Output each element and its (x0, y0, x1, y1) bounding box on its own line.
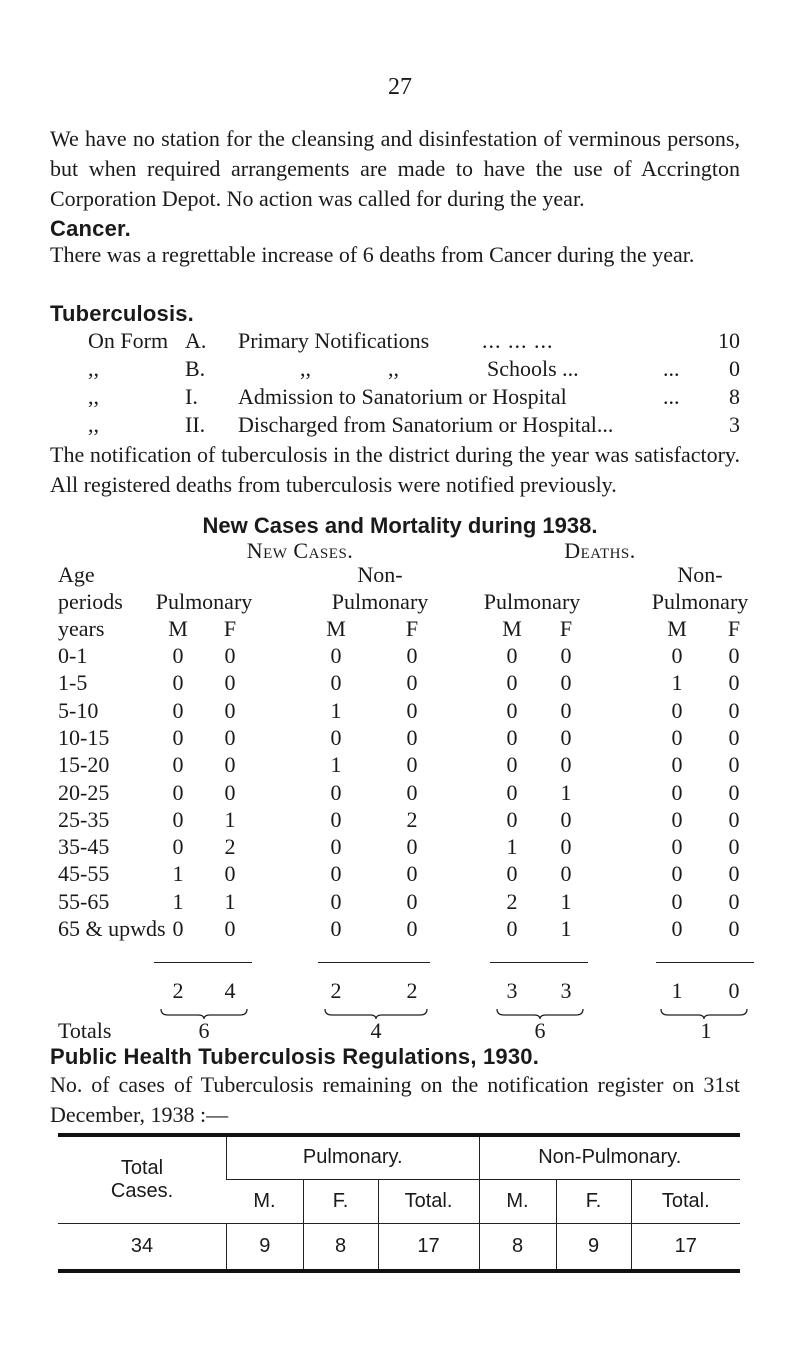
table-cell: 0 (506, 698, 518, 723)
table-cell: 0 (506, 670, 518, 695)
table-cell: 0 (172, 752, 184, 777)
form-row-a (0, 328, 800, 358)
pulmonary-header: Pulmonary. (227, 1135, 480, 1179)
form-description: Discharged from Sanatorium or Hospital... (238, 412, 614, 437)
table-cell: 0 (330, 643, 342, 668)
non-pulmonary-header: Non-Pulmonary. (479, 1135, 740, 1179)
table-cell: 0 (330, 807, 342, 832)
f-header: F (405, 616, 419, 641)
form-description: ,, ,, Schools ... (300, 356, 579, 381)
table-cell: 1 (506, 834, 518, 859)
group-total-non-pulmonary-new: 4 (370, 1018, 382, 1043)
regulations-text: No. of cases of Tuberculosis remaining on the notification register on 31st December, 1938 :— (50, 1072, 740, 1127)
form-count: 0 (729, 356, 740, 381)
form-label: ,, (88, 412, 99, 437)
group-total-pulmonary-deaths: 6 (534, 1018, 546, 1043)
table-cell: 0 (406, 752, 418, 777)
table-cell: 0 (560, 643, 572, 668)
total-rule (154, 962, 252, 963)
table-cell: 0 (172, 643, 184, 668)
table-cell: 0 (728, 670, 740, 695)
form-description: Primary Notifications (238, 328, 430, 353)
value-pulmonary-total: 17 (378, 1223, 479, 1271)
form-row-b (0, 356, 800, 386)
deaths-header: Deaths. (564, 538, 636, 563)
f-header: F (223, 616, 237, 641)
form-label: ,, (88, 356, 99, 381)
pulmonary-new-header: Pulmonary (155, 589, 253, 614)
value-non-pulmonary-m: 8 (479, 1223, 556, 1271)
column-total: 3 (506, 978, 518, 1003)
total-cases-header: Total Cases. (58, 1135, 227, 1223)
table-cell: 0 (560, 834, 572, 859)
intro-paragraph: We have no station for the cleansing and disinfestation of verminous persons, but when required arrangements are made to have the use of Accrington Corporation Depot. No action was called for during the year. (50, 126, 740, 211)
age-period: 55-65 (58, 889, 110, 914)
table-cell: 0 (506, 780, 518, 805)
table-cell: 0 (560, 670, 572, 695)
column-total: 0 (728, 978, 740, 1003)
table-cell: 1 (560, 889, 572, 914)
non-pulmonary-deaths-header: Pulmonary (651, 589, 749, 614)
table-cell: 0 (728, 889, 740, 914)
table-cell: 0 (728, 916, 740, 941)
table-cell: 0 (728, 643, 740, 668)
cancer-heading: Cancer. (50, 216, 131, 241)
form-row-i (0, 384, 800, 414)
table-cell: 0 (172, 834, 184, 859)
leader-dots: ... ... ... (482, 328, 554, 353)
table-cell: 0 (224, 752, 236, 777)
table-cell: 0 (330, 916, 342, 941)
form-letter: II. (185, 412, 206, 437)
form-count: 3 (729, 412, 740, 437)
value-pulmonary-f: 8 (303, 1223, 378, 1271)
sub-header-m: M. (479, 1179, 556, 1223)
table-cell: 2 (506, 889, 518, 914)
non-pulmonary-new-header: Pulmonary (331, 589, 429, 614)
sub-header-f: F. (303, 1179, 378, 1223)
totals-label: Totals (58, 1018, 112, 1043)
table-cell: 0 (172, 698, 184, 723)
table-cell: 0 (406, 780, 418, 805)
page-number: 27 (388, 74, 412, 100)
value-non-pulmonary-total: 17 (631, 1223, 740, 1271)
table-cell: 0 (224, 861, 236, 886)
age-period: 5-10 (58, 698, 99, 723)
m-header: M (326, 616, 346, 641)
new-cases-header: New Cases. (246, 538, 354, 563)
sub-header-f: F. (556, 1179, 631, 1223)
table-cell: 0 (506, 861, 518, 886)
table-cell: 0 (506, 752, 518, 777)
group-total-non-pulmonary-deaths: 1 (700, 1018, 712, 1043)
form-count: 8 (729, 384, 740, 409)
table-cell: 0 (506, 916, 518, 941)
table-cell: 0 (330, 861, 342, 886)
table-cell: 0 (172, 807, 184, 832)
table-cell: 0 (506, 725, 518, 750)
column-total: 2 (406, 978, 418, 1003)
f-header: F (727, 616, 741, 641)
total-rule (490, 962, 588, 963)
table-cell: 0 (506, 643, 518, 668)
form-label: On Form (88, 328, 169, 353)
table-cell: 0 (671, 698, 683, 723)
total-rule (318, 962, 430, 963)
table-cell: 0 (728, 725, 740, 750)
form-letter: B. (185, 356, 206, 381)
table-cell: 1 (224, 889, 236, 914)
age-period: 35-45 (58, 834, 110, 859)
table-cell: 0 (728, 752, 740, 777)
column-total: 3 (560, 978, 572, 1003)
age-period: 65 & upwds (58, 916, 166, 941)
age-period: 45-55 (58, 861, 110, 886)
total-rule (656, 962, 754, 963)
leader-dots: ... (663, 384, 680, 409)
table-cell: 0 (671, 780, 683, 805)
table-cell: 0 (330, 780, 342, 805)
table-cell: 0 (406, 725, 418, 750)
m-header: M (502, 616, 522, 641)
table-cell: 1 (560, 916, 572, 941)
register-table (58, 1133, 740, 1273)
column-total: 2 (172, 978, 184, 1003)
m-header: M (667, 616, 687, 641)
age-period: 1-5 (58, 670, 88, 695)
column-total: 1 (671, 978, 683, 1003)
sub-header-m: M. (227, 1179, 304, 1223)
form-label: ,, (88, 384, 99, 409)
table-cell: 0 (330, 834, 342, 859)
age-period: 15-20 (58, 752, 110, 777)
table-cell: 0 (224, 916, 236, 941)
table-cell: 0 (560, 807, 572, 832)
m-header: M (168, 616, 188, 641)
years-header: years (58, 616, 105, 641)
table-cell: 0 (406, 670, 418, 695)
form-letter: I. (185, 384, 198, 409)
age-header: Age (58, 562, 95, 587)
table-cell: 0 (671, 643, 683, 668)
table-cell: 0 (406, 698, 418, 723)
table-cell: 0 (728, 698, 740, 723)
table-cell: 0 (728, 834, 740, 859)
cancer-text: There was a regrettable increase of 6 deaths from Cancer during the year. (50, 242, 695, 267)
table-cell: 1 (330, 752, 342, 777)
table-cell: 0 (172, 916, 184, 941)
table-cell: 1 (224, 807, 236, 832)
table-cell: 0 (330, 725, 342, 750)
column-total: 2 (330, 978, 342, 1003)
table-cell: 0 (224, 643, 236, 668)
table-cell: 0 (330, 670, 342, 695)
age-period: 25-35 (58, 807, 110, 832)
table-cell: 2 (224, 834, 236, 859)
tuberculosis-heading: Tuberculosis. (50, 301, 194, 326)
table-cell: 1 (172, 889, 184, 914)
table-cell: 2 (406, 807, 418, 832)
table-cell: 0 (330, 889, 342, 914)
table-cell: 0 (671, 916, 683, 941)
form-row-ii (0, 412, 800, 442)
table-cell: 0 (172, 670, 184, 695)
value-pulmonary-m: 9 (227, 1223, 304, 1271)
group-total-pulmonary-new: 6 (198, 1018, 210, 1043)
table-cell: 1 (671, 670, 683, 695)
tuberculosis-summary: The notification of tuberculosis in the district during the year was satisfactory. All registered deaths from tuberculosis were notified previously. (50, 442, 740, 497)
table-cell: 0 (406, 834, 418, 859)
table-cell: 0 (406, 916, 418, 941)
table-cell: 0 (560, 698, 572, 723)
age-period: 0-1 (58, 643, 88, 668)
table-cell: 0 (671, 861, 683, 886)
mortality-table-title: New Cases and Mortality during 1938. (202, 513, 598, 538)
table-cell: 0 (172, 780, 184, 805)
form-letter: A. (185, 328, 207, 353)
sub-header-total: Total. (631, 1179, 740, 1223)
table-cell: 1 (560, 780, 572, 805)
table-cell: 0 (671, 725, 683, 750)
table-cell: 1 (330, 698, 342, 723)
form-description: Admission to Sanatorium or Hospital (238, 384, 567, 409)
table-cell: 0 (224, 780, 236, 805)
table-cell: 0 (224, 670, 236, 695)
table-cell: 0 (728, 807, 740, 832)
table-cell: 0 (728, 780, 740, 805)
value-non-pulmonary-f: 9 (556, 1223, 631, 1271)
periods-header: periods (58, 589, 123, 614)
age-period: 20-25 (58, 780, 110, 805)
leader-dots: ... (663, 356, 680, 381)
table-cell: 0 (172, 725, 184, 750)
table-cell: 0 (671, 889, 683, 914)
sub-header-total: Total. (378, 1179, 479, 1223)
non-label-new: Non- (357, 562, 403, 587)
table-cell: 0 (406, 889, 418, 914)
table-cell: 0 (671, 834, 683, 859)
value-total-cases: 34 (58, 1223, 227, 1271)
table-cell: 0 (671, 752, 683, 777)
non-label-deaths: Non- (677, 562, 723, 587)
regulations-heading: Public Health Tuberculosis Regulations, 1930. (50, 1044, 540, 1069)
table-cell: 0 (406, 643, 418, 668)
table-cell: 0 (224, 698, 236, 723)
table-cell: 0 (406, 861, 418, 886)
table-cell: 0 (560, 752, 572, 777)
table-cell: 0 (506, 807, 518, 832)
column-total: 4 (224, 978, 236, 1003)
table-cell: 0 (671, 807, 683, 832)
table-cell: 0 (560, 725, 572, 750)
form-count: 10 (718, 328, 740, 353)
f-header: F (559, 616, 573, 641)
table-cell: 0 (224, 725, 236, 750)
table-cell: 1 (172, 861, 184, 886)
table-cell: 0 (560, 861, 572, 886)
pulmonary-deaths-header: Pulmonary (483, 589, 581, 614)
age-period: 10-15 (58, 725, 110, 750)
table-cell: 0 (728, 861, 740, 886)
